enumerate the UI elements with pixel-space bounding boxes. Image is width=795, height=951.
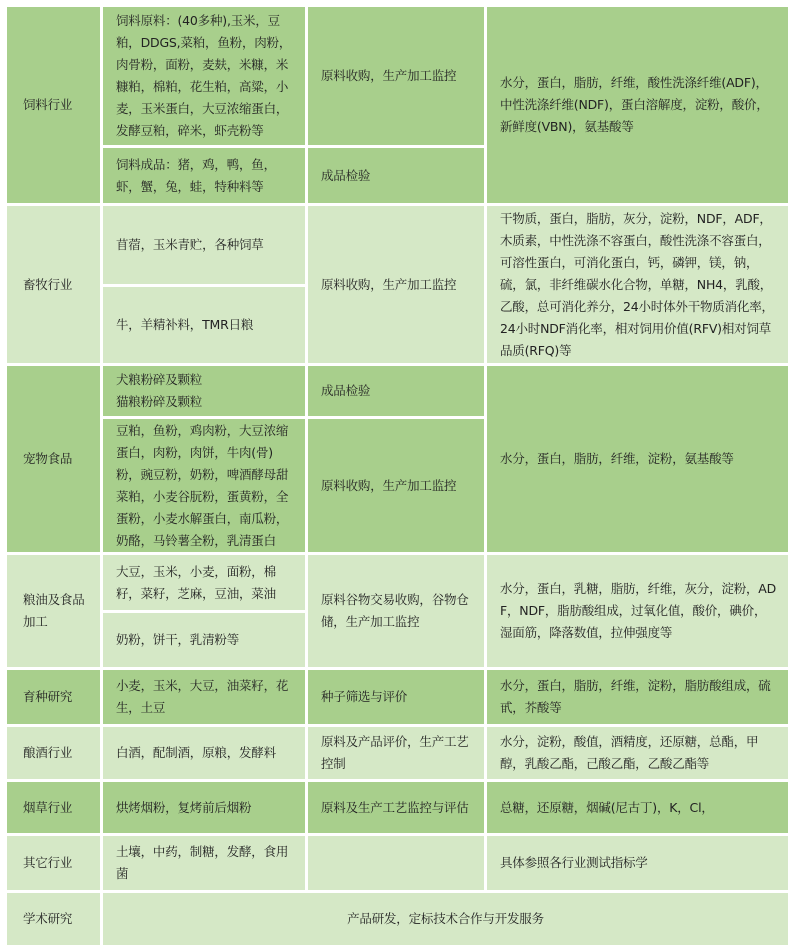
indicators-other: 具体参照各行业测试指标学: [487, 836, 788, 890]
industry-feed: 饲料行业: [7, 7, 100, 203]
indicators-grain: 水分，蛋白，乳糖，脂肪，纤维，灰分，淀粉，ADF，NDF，脂肪酸组成，过氧化值，酸价，碘价，湿面筋，降落数值，拉伸强度等: [487, 555, 788, 667]
application-brewing: 原料及产品评价，生产工艺控制: [308, 727, 484, 779]
industry-pet-food: 宠物食品: [7, 366, 100, 552]
academic-service: 产品研发，定标技术合作与开发服务: [103, 893, 788, 945]
industry-grain-oil: 粮油及食品加工: [7, 555, 100, 667]
samples-breeding: 小麦，玉米，大豆，油菜籽，花生，土豆: [103, 670, 305, 724]
samples-grain-foods: 奶粉，饼干，乳清粉等: [103, 613, 305, 667]
samples-livestock-forage: 苜蓿，玉米青贮，各种饲草: [103, 206, 305, 284]
application-livestock: 原料收购，生产加工监控: [308, 206, 484, 363]
samples-grain-crops: 大豆，玉米，小麦，面粉，棉籽，菜籽，芝麻，豆油，菜油: [103, 555, 305, 610]
application-feed-finished: 成品检验: [308, 148, 484, 203]
indicators-tobacco: 总糖，还原糖，烟碱(尼古丁)，K，Cl，: [487, 782, 788, 833]
industry-tobacco: 烟草行业: [7, 782, 100, 833]
application-pet-raw: 原料收购，生产加工监控: [308, 419, 484, 552]
indicators-brewing: 水分，淀粉，酸值，酒精度，还原糖，总酯，甲醇，乳酸乙酯，己酸乙酯，乙酸乙酯等: [487, 727, 788, 779]
samples-livestock-tmr: 牛，羊精补料，TMR日粮: [103, 287, 305, 363]
application-pet-kibble: 成品检验: [308, 366, 484, 416]
industry-breeding: 育种研究: [7, 670, 100, 724]
application-grain: 原料谷物交易收购，谷物仓储，生产加工监控: [308, 555, 484, 667]
industry-brewing: 酿酒行业: [7, 727, 100, 779]
indicators-pet: 水分，蛋白，脂肪，纤维，淀粉，氨基酸等: [487, 366, 788, 552]
industry-other: 其它行业: [7, 836, 100, 890]
industry-livestock: 畜牧行业: [7, 206, 100, 363]
application-feed-raw: 原料收购，生产加工监控: [308, 7, 484, 145]
application-tobacco: 原料及生产工艺监控与评估: [308, 782, 484, 833]
indicators-livestock: 干物质，蛋白，脂肪，灰分，淀粉，NDF，ADF，木质素，中性洗涤不容蛋白，酸性洗涤不容蛋白，可溶性蛋白，可消化蛋白，钙，磷钾，镁，钠，硫，氯，非纤维碳水化合物，单糖，NH4，乳酸，乙酸，总可消化养分，24小时体外干物质消化率，24小时NDF消化率，相对饲用价值(RFV)相对饲草品质(RFQ)等: [487, 206, 788, 363]
application-other: [308, 836, 484, 890]
application-breeding: 种子筛选与评价: [308, 670, 484, 724]
samples-other: 土壤，中药，制糖，发酵，食用菌: [103, 836, 305, 890]
indicators-feed: 水分，蛋白，脂肪，纤维，酸性洗涤纤维(ADF)，中性洗涤纤维(NDF)，蛋白溶解度，淀粉，酸价，新鲜度(VBN)，氨基酸等: [487, 7, 788, 203]
samples-feed-raw: 饲料原料：(40多种),玉米，豆粕，DDGS,菜粕，鱼粉，肉粉，肉骨粉，面粉，麦麸，米糠，米糠粕，棉粕，花生粕，高粱，小麦，玉米蛋白，大豆浓缩蛋白，发酵豆粕，碎米，虾壳粉等: [103, 7, 305, 145]
samples-brewing: 白酒，配制酒，原粮，发酵料: [103, 727, 305, 779]
samples-pet-raw: 豆粕，鱼粉，鸡肉粉，大豆浓缩蛋白，肉粉，肉饼，牛肉(骨)粉，豌豆粉，奶粉，啤酒酵母甜菜粕，小麦谷朊粉，蛋黄粉，全蛋粉，小麦水解蛋白，南瓜粉，奶酪，马铃薯全粉，乳清蛋白: [103, 419, 305, 552]
indicators-breeding: 水分，蛋白，脂肪，纤维，淀粉，脂肪酸组成，硫甙，芥酸等: [487, 670, 788, 724]
samples-tobacco: 烘烤烟粉，复烤前后烟粉: [103, 782, 305, 833]
samples-feed-finished: 饲料成品：猪，鸡，鸭，鱼，虾，蟹，兔，蛙，特种料等: [103, 148, 305, 203]
samples-pet-kibble: 犬粮粉碎及颗粒 猫粮粉碎及颗粒: [103, 366, 305, 416]
industry-academic: 学术研究: [7, 893, 100, 945]
